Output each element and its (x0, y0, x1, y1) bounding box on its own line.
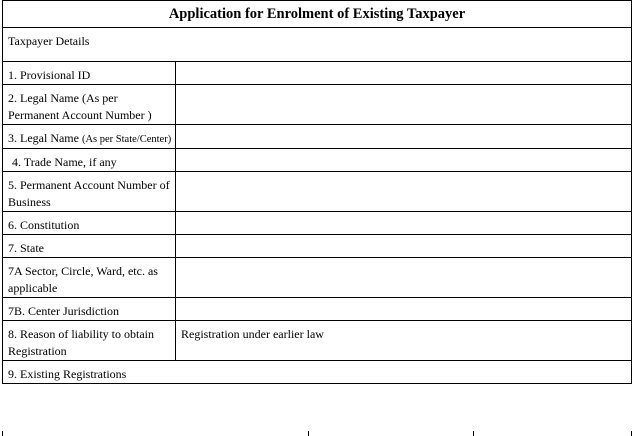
form-row-center-jurisdiction (3, 298, 632, 321)
field-label: 9. Existing Registrations (3, 361, 632, 384)
trade-name-field[interactable] (176, 149, 632, 172)
pan-business-field[interactable] (176, 172, 632, 212)
legal-name-pan-field[interactable] (176, 85, 632, 125)
form-row-reason-of-liability (3, 321, 632, 361)
field-label-note: (As per State/Center) (81, 134, 172, 145)
reason-of-liability-field[interactable]: Registration under earlier law (176, 321, 632, 361)
form-row-constitution (3, 212, 632, 235)
column-divider (308, 431, 309, 436)
field-label: 4. Trade Name, if any (3, 149, 176, 172)
field-label-main: 3. Legal Name (8, 131, 82, 145)
form-row-legal-name-state (3, 125, 632, 149)
field-label: 2. Legal Name (As per Permanent Account Number ) (3, 85, 176, 125)
form-row-sector-circle-ward (3, 258, 632, 298)
sector-circle-ward-field[interactable] (176, 258, 632, 298)
form-row-legal-name-pan (3, 85, 632, 125)
table-continuation (2, 431, 632, 436)
field-label: 7B. Center Jurisdiction (3, 298, 176, 321)
form-row-existing-registrations (3, 361, 632, 384)
form-title: Application for Enrolment of Existing Taxpayer (3, 1, 632, 28)
form-row-provisional-id (3, 62, 632, 85)
enrolment-form-table (2, 0, 632, 384)
constitution-field[interactable] (176, 212, 632, 235)
field-label: 5. Permanent Account Number of Business (3, 172, 176, 212)
state-field[interactable] (176, 235, 632, 258)
field-label: 6. Constitution (3, 212, 176, 235)
center-jurisdiction-field[interactable] (176, 298, 632, 321)
section-header: Taxpayer Details (3, 28, 632, 62)
form-row-state (3, 235, 632, 258)
legal-name-state-field[interactable] (176, 125, 632, 149)
column-divider (473, 431, 474, 436)
form-row-trade-name (3, 149, 632, 172)
field-label: 7A Sector, Circle, Ward, etc. as applicable (3, 258, 176, 298)
field-label (3, 125, 176, 149)
form-row-pan-business (3, 172, 632, 212)
field-label: 7. State (3, 235, 176, 258)
provisional-id-field[interactable] (176, 62, 632, 85)
field-label: 8. Reason of liability to obtain Registration (3, 321, 176, 361)
field-label: 1. Provisional ID (3, 62, 176, 85)
